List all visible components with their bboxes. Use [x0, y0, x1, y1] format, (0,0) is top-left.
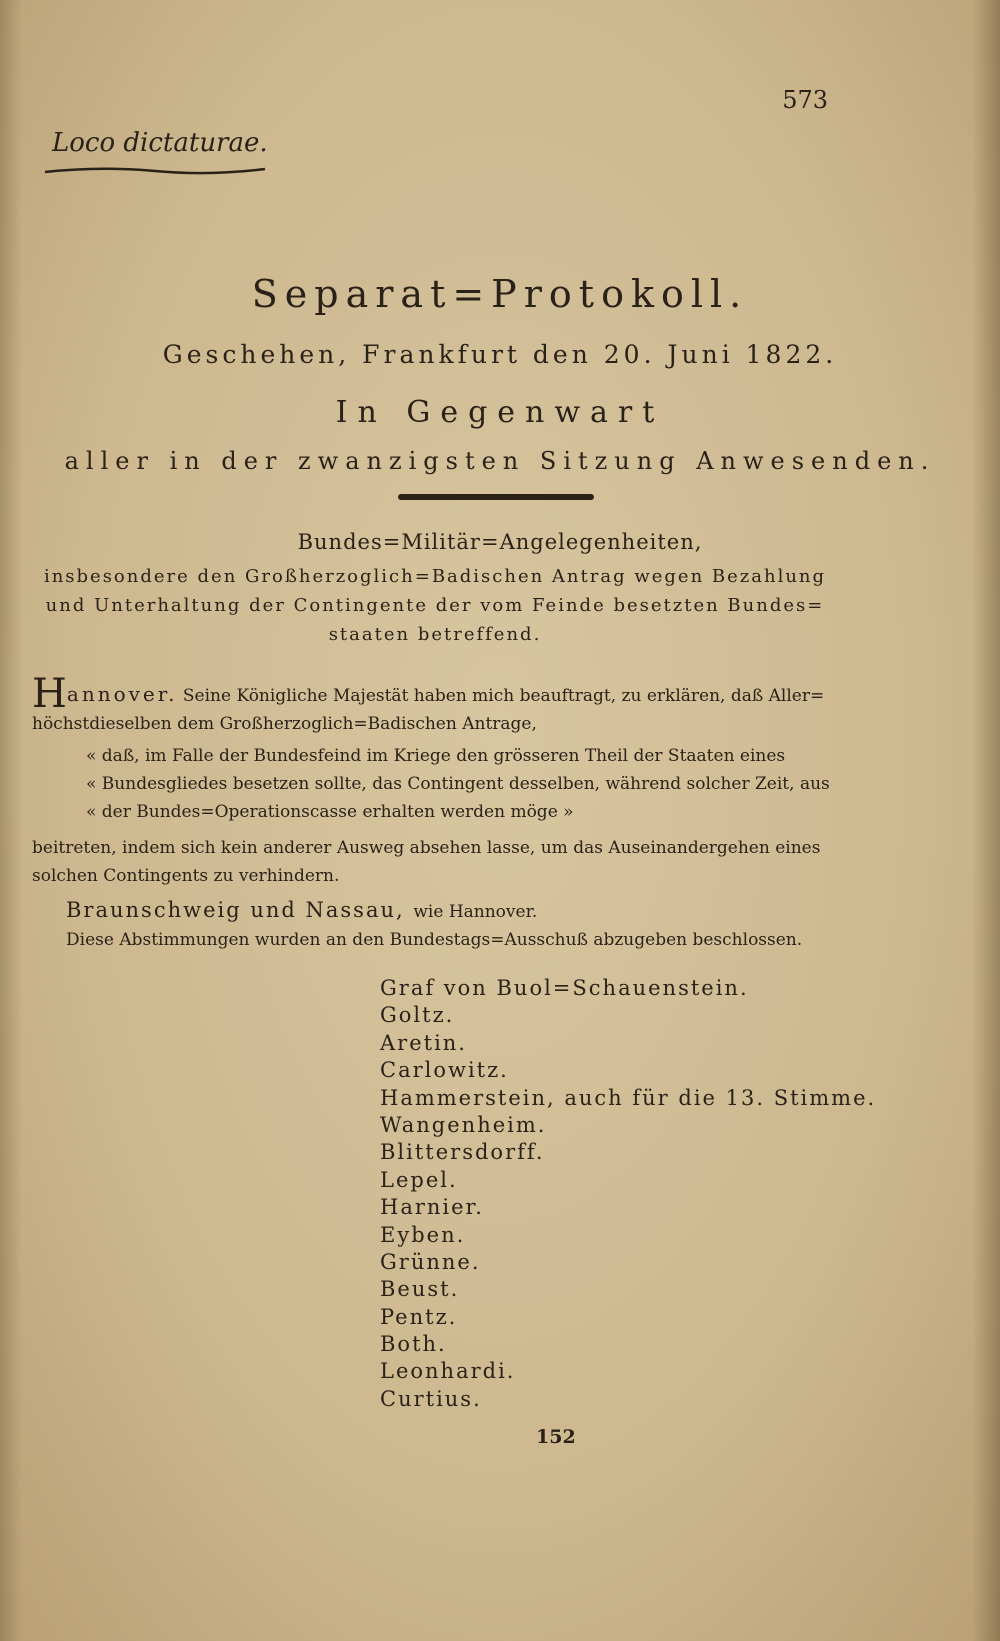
signature: Carlowitz. [380, 1058, 509, 1083]
subject-line: und Unterhaltung der Contingente der vom Feinde besetzten Bundes= [45, 595, 825, 616]
presence-subline: aller in der zwanzigsten Sitzung Anwesenden. [64, 447, 936, 475]
subject-line: insbesondere den Großherzoglich=Badischen Antrag wegen Bezahlung [43, 566, 827, 587]
signature: Goltz. [380, 1003, 455, 1028]
subject-line: staaten betreffend. [328, 624, 542, 645]
signature: Pentz. [380, 1304, 458, 1329]
signature: Wangenheim. [380, 1112, 547, 1137]
state-name: annover. [66, 682, 178, 706]
page-edge-shadow [972, 0, 1000, 1641]
vote-text: wie Hannover. [413, 902, 538, 922]
quote-line: « der Bundes=Operationscasse erhalten werden möge » [86, 802, 574, 822]
document-title: Separat=Protokoll. [251, 272, 749, 316]
vote-conclusion [32, 834, 832, 890]
page-gutter-shadow [0, 0, 22, 1641]
signature-list [380, 975, 876, 1413]
sheet-signature: 152 [536, 1426, 576, 1448]
quoted-motion [86, 742, 830, 826]
signature: Lepel. [380, 1167, 458, 1192]
quote-line: « Bundesgliedes besetzen sollte, das Contingent desselben, während solcher Zeit, aus [86, 774, 830, 794]
presence-heading: In Gegenwart [335, 395, 665, 430]
signature: Leonhardi. [380, 1359, 516, 1384]
signature: Grünne. [380, 1249, 481, 1274]
decision-text: Diese Abstimmungen wurden an den Bundestags=Ausschuß abzugeben beschlossen. [66, 930, 803, 950]
subject-body [40, 562, 830, 649]
signature: Aretin. [380, 1030, 467, 1055]
margin-note: Loco dictaturae. [52, 128, 268, 158]
margin-note-flourish [40, 164, 270, 178]
vote-text: höchstdieselben dem Großherzoglich=Badischen Antrage, [32, 714, 537, 734]
hannover-vote [32, 671, 832, 738]
drop-initial: H [32, 671, 67, 717]
conclusion-line: beitreten, indem sich kein anderer Ausweg absehen lasse, um das Auseinandergehen eines [32, 838, 821, 858]
signature: Harnier. [380, 1195, 484, 1220]
vote-text: Seine Königliche Majestät haben mich beauftragt, zu erklären, daß Aller= [182, 686, 825, 706]
signature: Curtius. [380, 1386, 482, 1411]
signature: Both. [380, 1332, 447, 1357]
signature: Eyben. [380, 1222, 466, 1247]
signature: Graf von Buol=Schauenstein. [380, 976, 749, 1000]
braunschweig-nassau-vote [66, 898, 537, 922]
signature: Blittersdorff. [380, 1140, 545, 1165]
subject-heading: Bundes=Militär=Angelegenheiten, [297, 530, 703, 554]
state-names: Braunschweig und Nassau, [66, 898, 405, 922]
section-divider [398, 494, 594, 500]
conclusion-line: solchen Contingents zu verhindern. [32, 866, 340, 886]
page-number: 573 [782, 86, 828, 114]
signature: Hammerstein, auch für die 13. Stimme. [380, 1085, 877, 1110]
date-line: Geschehen, Frankfurt den 20. Juni 1822. [162, 340, 838, 369]
quote-line: « daß, im Falle der Bundesfeind im Kriege den grösseren Theil der Staaten eines [86, 746, 786, 766]
signature: Beust. [380, 1277, 460, 1302]
